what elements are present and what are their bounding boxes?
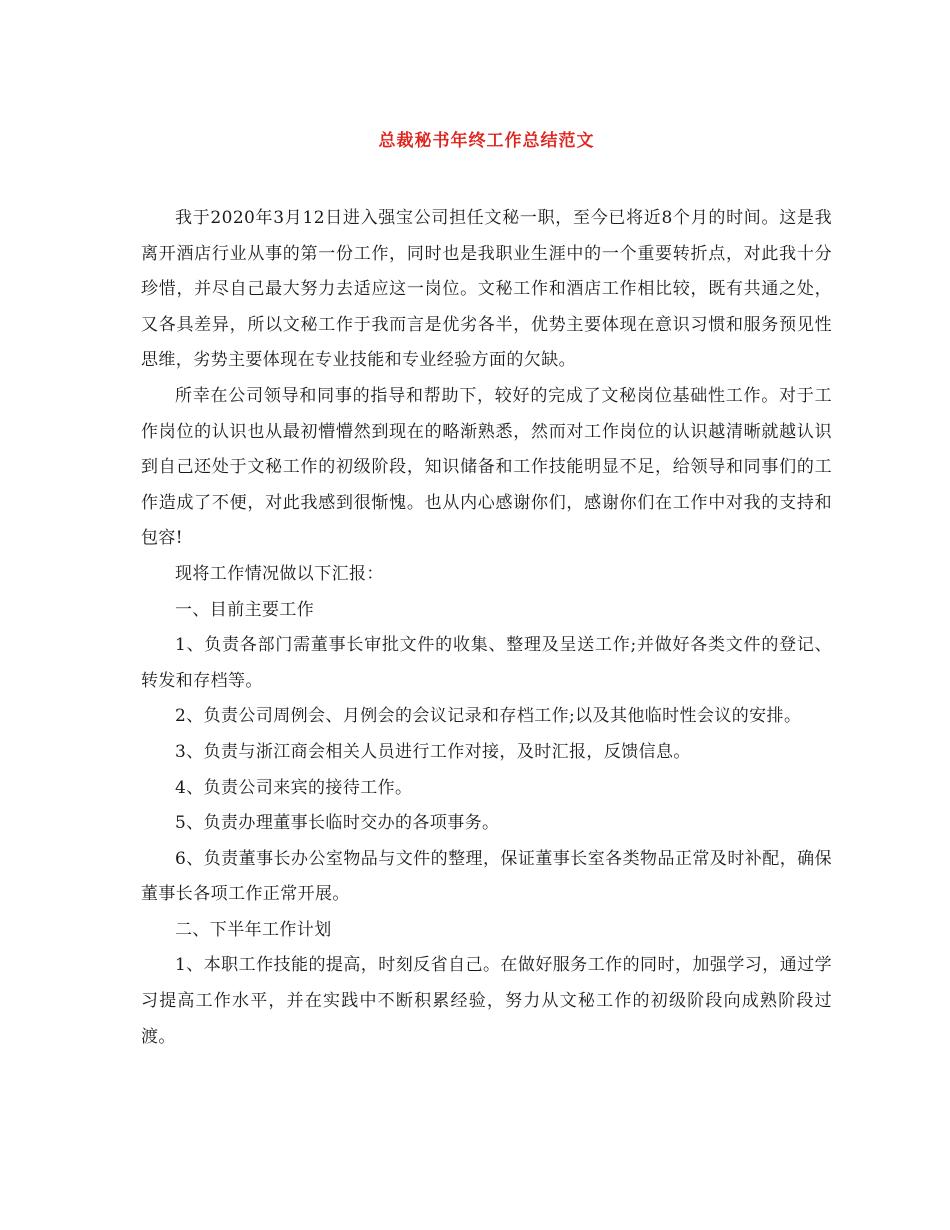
list-item-duty-1: 1、负责各部门需董事长审批文件的收集、整理及呈送工作;并做好各类文件的登记、转发和存档等。 xyxy=(141,635,832,691)
list-item-duty-2: 2、负责公司周例会、月例会的会议记录和存档工作;以及其他临时性会议的安排。 xyxy=(175,706,802,727)
list-item-duty-6: 6、负责董事长办公室物品与文件的整理，保证董事长室各类物品正常及时补配，确保董事长各项工作正常开展。 xyxy=(141,848,832,905)
list-item-duty-4: 4、负责公司来宾的接待工作。 xyxy=(175,777,413,798)
paragraph-gratitude: 所幸在公司领导和同事的指导和帮助下，较好的完成了文秘岗位基础性工作。对于工作岗位的认识也从最初懵懵然到现在的略渐熟悉，然而对工作岗位的认识越清晰就越认识到自己还处于文秘工作的初级阶段，知识储备和工作技能明显不足，给领导和同事们的工作造成了不便，对此我感到很惭愧。也从内心感谢你们，感谢你们在工作中对我的支持和包容! xyxy=(141,385,832,549)
paragraph-intro: 我于2020年3月12日进入强宝公司担任文秘一职，至今已将近8个月的时间。这是我离开酒店行业从事的第一份工作，同时也是我职业生涯中的一个重要转折点，对此我十分珍惜，并尽自己最大努力去适应这一岗位。文秘工作和酒店工作相比较，既有共通之处，又各具差异，所以文秘工作于我而言是优劣各半，优势主要体现在意识习惯和服务预见性思维，劣势主要体现在专业技能和专业经验方面的欠缺。 xyxy=(141,208,832,371)
section-heading-plan: 二、下半年工作计划 xyxy=(175,919,332,940)
document-title: 总裁秘书年终工作总结范文 xyxy=(378,131,595,151)
paragraph-report-lead: 现将工作情况做以下汇报： xyxy=(175,563,384,584)
document-body xyxy=(141,201,832,1055)
list-item-plan-1: 1、本职工作技能的提高，时刻反省自己。在做好服务工作的同时，加强学习，通过学习提高工作水平，并在实践中不断积累经验，努力从文秘工作的初级阶段向成熟阶段过渡。 xyxy=(141,955,832,1047)
list-item-duty-5: 5、负责办理董事长临时交办的各项事务。 xyxy=(175,813,500,834)
section-heading-current-work: 一、目前主要工作 xyxy=(175,599,315,620)
list-item-duty-3: 3、负责与浙江商会相关人员进行工作对接，及时汇报，反馈信息。 xyxy=(175,741,691,762)
